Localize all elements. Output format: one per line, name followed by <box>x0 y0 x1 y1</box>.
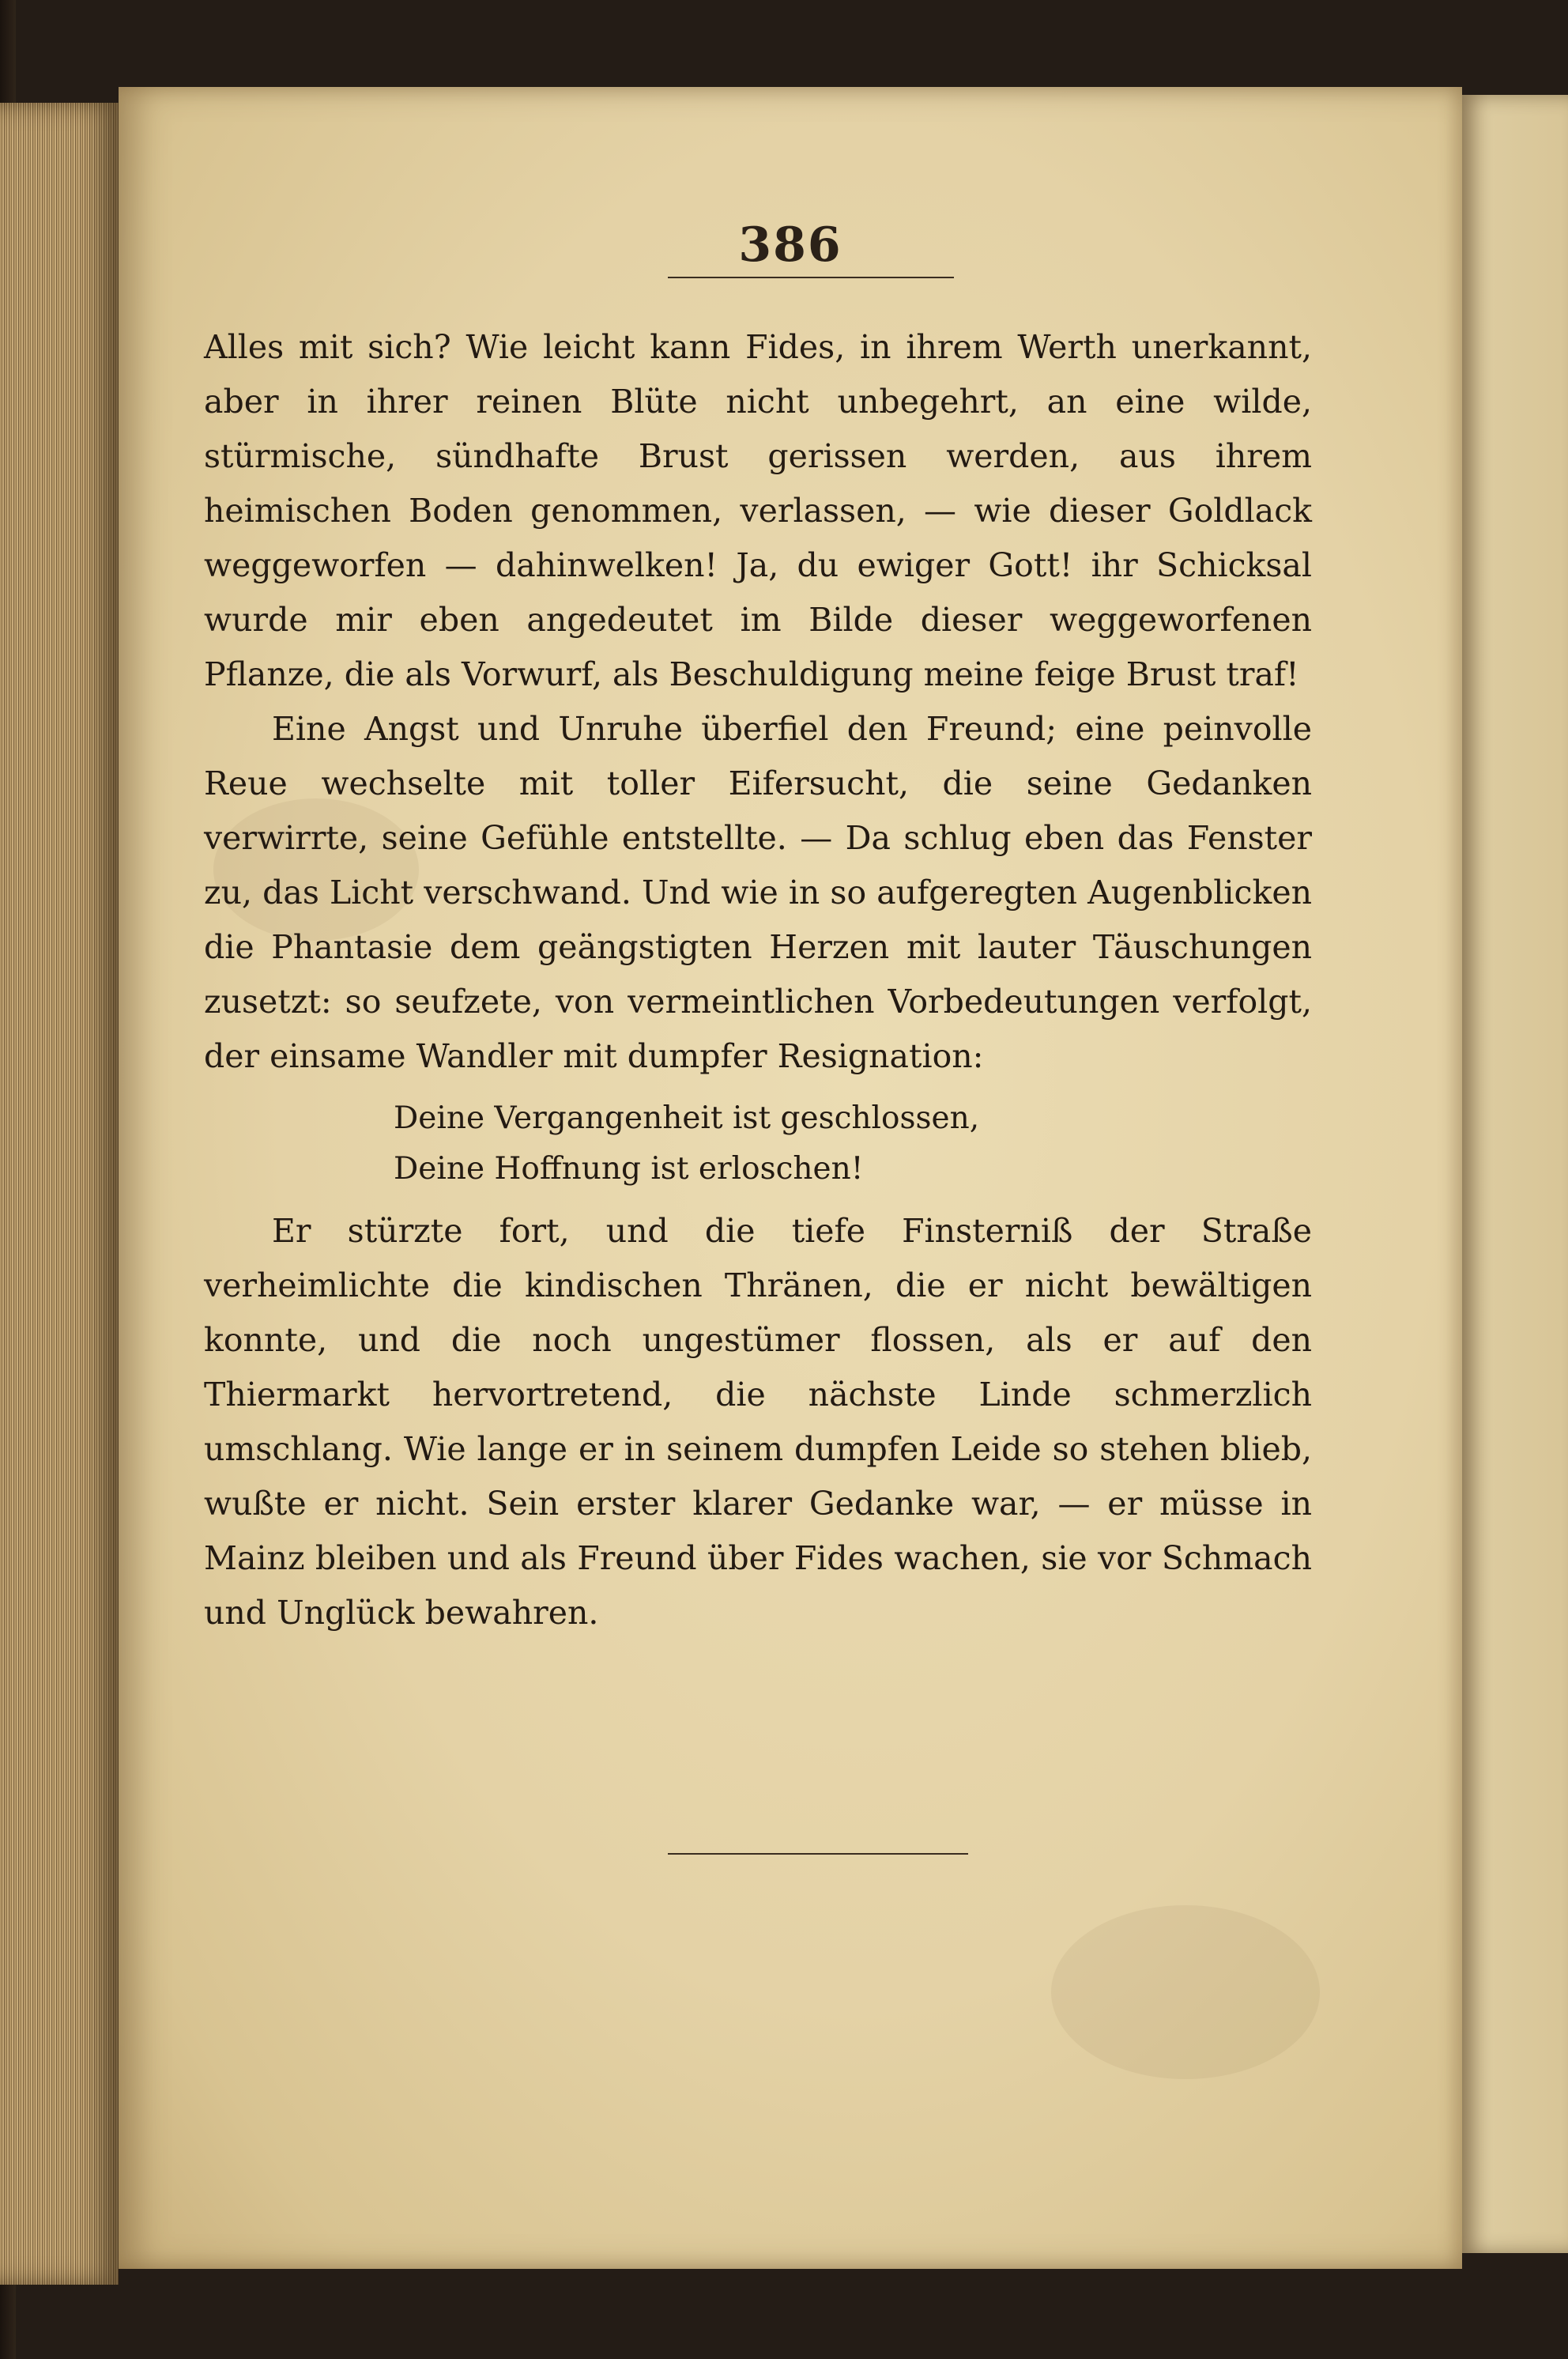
verse-line: Deine Hoffnung ist erloschen! <box>394 1151 864 1187</box>
paragraph: Alles mit sich? Wie leicht kann Fides, in ihrem Werth unerkannt, aber in ihrer reinen Blüte nicht unbegehrt, an eine wilde, stürmische, sündhafte Brust gerissen werden, aus ihrem heimischen Boden genommen, verlassen, — wie dieser Goldlack weggeworfen — dahinwelken! Ja, du ewiger Gott! ihr Schicksal wurde mir eben angedeutet im Bilde dieser weggeworfenen Pflanze, die als Vorwurf, als Beschuldigung meine feige Brust traf! <box>204 328 1312 693</box>
paragraph: Eine Angst und Unruhe überfiel den Freund; eine peinvolle Reue wechselte mit toller Eifersucht, die seine Gedanken verwirrte, seine Gefühle entstellte. — Da schlug eben das Fenster zu, das Licht verschwand. Und wie in so aufgeregten Augenblicken die Phantasie dem geängstigten Herzen mit lauter Täuschungen zusetzt: so seufzete, von vermeintlichen Vorbedeutungen verfolgt, der einsame Wandler mit dumpfer Resignation: <box>204 710 1312 1075</box>
facing-page <box>1457 95 1568 2253</box>
section-end-rule <box>668 1853 968 1855</box>
header-rule <box>668 277 954 278</box>
verse-line: Deine Vergangenheit ist geschlossen, <box>394 1100 980 1136</box>
paper-stain <box>1051 1905 1320 2079</box>
page-stack-edge <box>0 103 119 2285</box>
verse-block <box>204 1093 1312 1195</box>
paragraph: Er stürzte fort, und die tiefe Finsterniß der Straße verheimlichte die kindischen Thränen, die er nicht bewältigen konnte, und die noch ungestümer flossen, als er auf den Thiermarkt hervortretend, die nächste Linde schmerzlich umschlang. Wie lange er in seinem dumpfen Leide so stehen blieb, wußte er nicht. Sein erster klarer Gedanke war, — er müsse in Mainz bleiben und als Freund über Fides wachen, sie vor Schmach und Unglück bewahren. <box>204 1212 1312 1632</box>
page-number: 386 <box>738 217 842 273</box>
page-body <box>204 320 1312 1640</box>
